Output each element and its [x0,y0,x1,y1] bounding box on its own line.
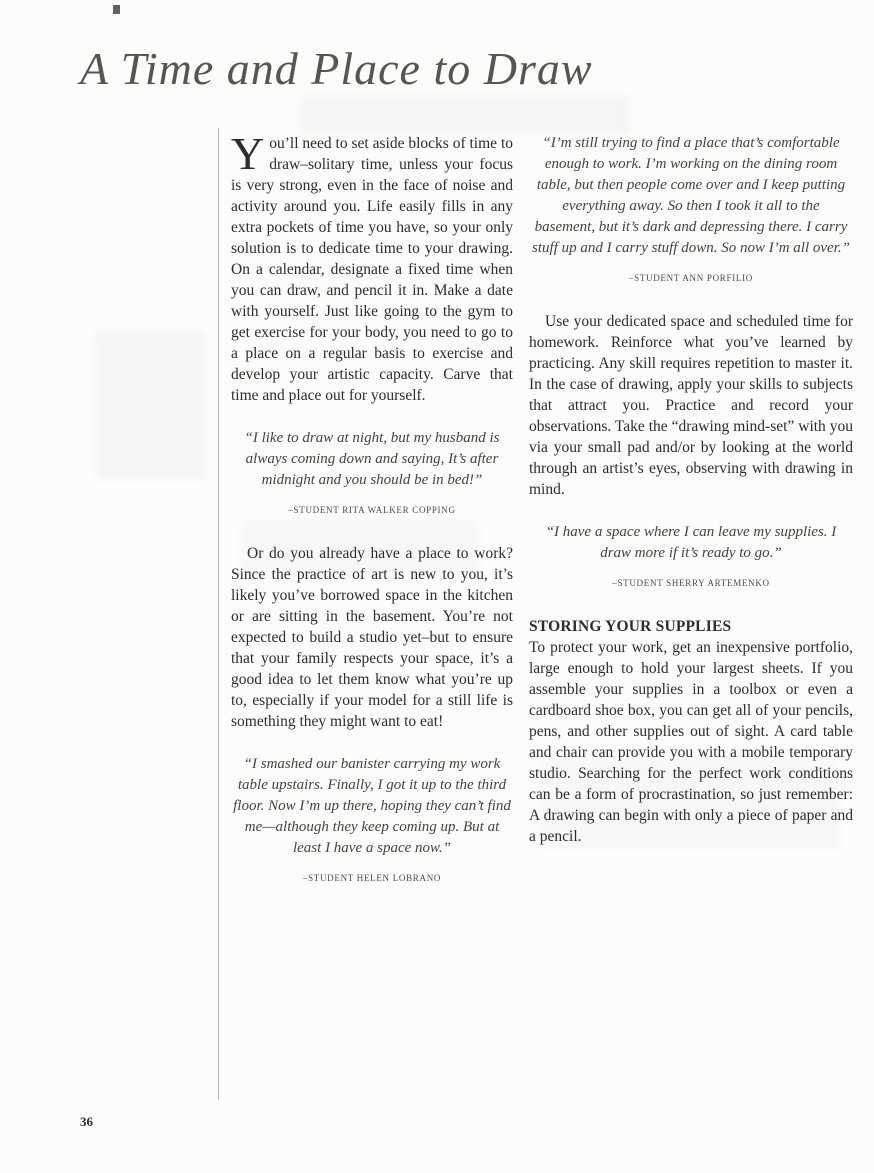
quote-attribution: –STUDENT ANN PORFILIO [628,273,754,283]
paragraph-text: ou’ll need to set aside blocks of time to draw–solitary time, unless your focus is very strong, even in the face of noise and activity around you. Life easily fills in any extra pockets of time you have, so your only solution is to dedicate time to your drawing. On a calendar, designate a fixed time when you can draw, and pencil it in. Make a date with yourself. Just like going to the gym to get exercise for your body, you need to go to a place on a regular basis to exercise and develop your artistic capacity. Carve that time and place out for yourself. [231,135,513,404]
paragraph-place-to-work: Or do you already have a place to work? Since the practice of art is new to you, it’s likely you’ve borrowed space in the kitchen or are sitting in the basement. You’re not expected to build a studio yet–but to ensure that your family respects your space, it’s a good idea to let them know what you’re up to, especially if your model for a still life is something they might want to eat! [231,545,513,730]
quote-text: “I’m still trying to find a place that’s comfortable enough to work. I’m working on the dining room table, but then people come over and I keep putting everything away. So then I took it all to the basement, but it’s dark and depressing there. I carry stuff up and I carry stuff down. So now I’m all over.” [532,135,850,256]
quote-text: “I have a space where I can leave my supplies. I draw more if it’s ready to go.” [545,524,837,561]
left-column [231,128,513,889]
paragraph-storing-supplies: To protect your work, get an inexpensive portfolio, large enough to hold your largest sheets. If you assemble your supplies in a toolbox or even a cardboard shoe box, you can get all of your pencils, pens, and other supplies out of sight. A card table and chair can provide you with a mobile temporary studio. Searching for the perfect work conditions can be a form of procrastination, so just remember: A drawing can begin with only a piece of paper and a pencil. [529,639,853,845]
show-through-ghost [95,330,205,480]
right-column [529,133,853,847]
column-rule [218,128,219,1100]
page-title: A Time and Place to Draw [80,43,593,94]
page-speck [113,5,120,14]
quote-text: “I smashed our banister carrying my work table upstairs. Finally, I got it up to the third floor. Now I’m up there, hoping they can’t find me—although they keep coming up. But at least I have a space now.” [233,756,511,856]
student-quote-copping [244,428,500,521]
quote-attribution: –STUDENT SHERRY ARTEMENKO [612,578,770,588]
paragraph-dedicated-space: Use your dedicated space and scheduled time for homework. Reinforce what you’ve learned by practicing. Any skill requires repetition to master it. In the case of drawing, apply your skills to subjects that attract you. Practice and record your observations. Take the “drawing mind-set” with you via your small pad and/or by looking at the world through an artist’s eyes, observing with drawing in mind. [529,313,853,498]
drop-cap: Y [231,128,265,179]
quote-attribution: –STUDENT HELEN LOBRANO [302,873,442,883]
quote-attribution: –STUDENT RITA WALKER COPPING [288,505,456,515]
section-heading-storing-supplies: STORING YOUR SUPPLIES [529,618,732,635]
show-through-ghost [300,95,630,135]
paragraph-dedicate-time [231,128,513,406]
quote-text: “I like to draw at night, but my husband is always coming down and saying, It’s after midnight and you should be in bed!” [244,430,500,488]
student-quote-lobrano [231,754,513,889]
page-number: 36 [80,1114,93,1129]
student-quote-porfilio [531,133,851,289]
student-quote-artemenko [541,522,841,594]
